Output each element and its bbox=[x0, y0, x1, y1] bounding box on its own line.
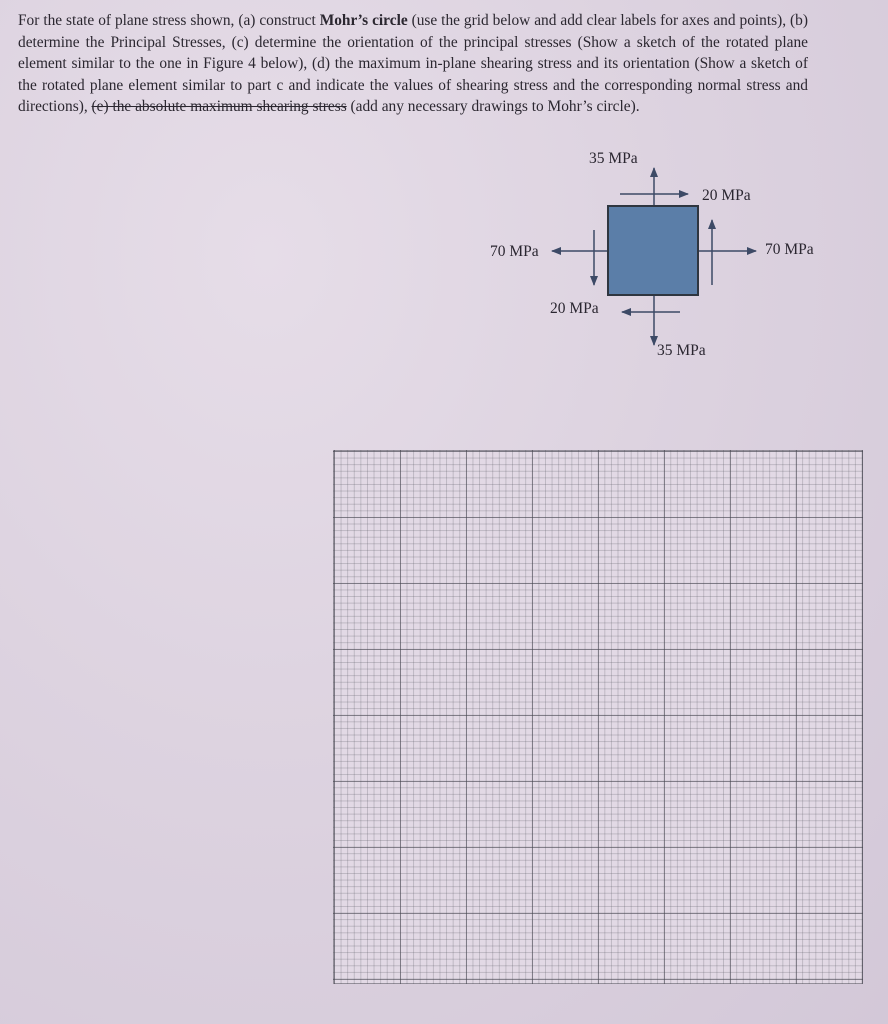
label-left-normal: 70 MPa bbox=[490, 243, 539, 260]
graph-paper-grid bbox=[333, 450, 863, 984]
label-right-normal: 70 MPa bbox=[765, 241, 814, 258]
question-part-3: (use the grid below and add clear labels for axes and points), (b) determine the Principal Stresses, (c) determine the orientation of the principal stresses (Show a sketch of the rotated plane element similar to the one in Figure 4 below), (d) the maximum in-plane shearing stress and its orientation (Show a sketch of the rotated plane element similar to part c and indicate the values of shearing stress and the corresponding normal stress and directions), bbox=[18, 12, 808, 116]
label-top-shear: 20 MPa bbox=[702, 187, 751, 204]
label-top-normal: 35 MPa bbox=[589, 150, 638, 167]
question-bold-mohrs-circle: Mohr’s circle bbox=[319, 12, 408, 29]
question-part-5: (add any necessary drawings to Mohr’s circle). bbox=[346, 98, 640, 116]
label-bottom-normal: 35 MPa bbox=[657, 342, 706, 359]
label-bottom-shear: 20 MPa bbox=[550, 300, 599, 317]
question-part-1: For the state of plane stress shown, (a) construct bbox=[18, 12, 320, 29]
question-struck-part-e: (e) the absolute maximum shearing stress bbox=[91, 98, 347, 116]
